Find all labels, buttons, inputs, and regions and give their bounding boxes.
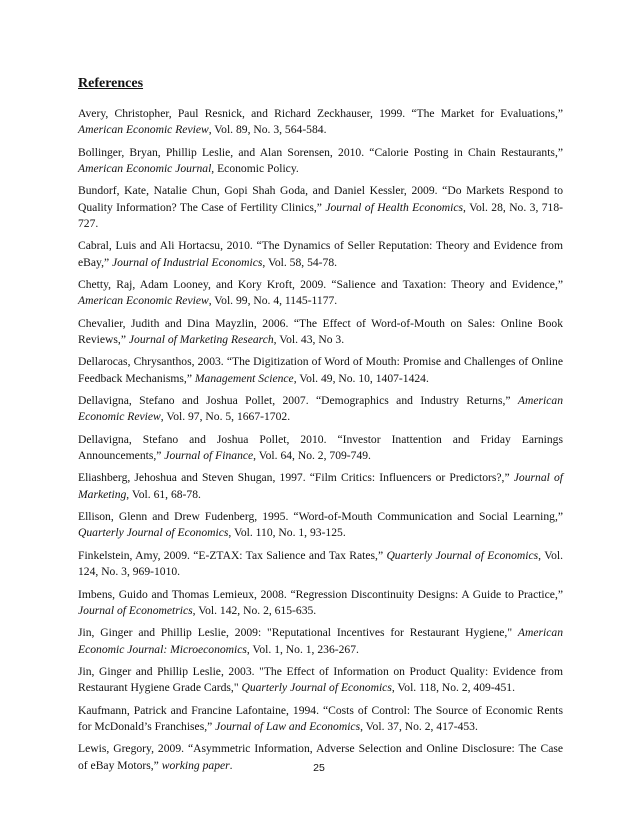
- reference-entry: Jin, Ginger and Phillip Leslie, 2003. "The Effect of Information on Product Quality: Evidence from Restaurant Hygiene Grade Cards," Quarterly Journal of Economics, Vol. 118, No. 2, 409-451.: [78, 664, 563, 695]
- reference-entry: Bollinger, Bryan, Phillip Leslie, and Alan Sorensen, 2010. “Calorie Posting in Chain Restaurants,” American Economic Journal, Economic Policy.: [78, 145, 563, 175]
- reference-entry: Bundorf, Kate, Natalie Chun, Gopi Shah Goda, and Daniel Kessler, 2009. “Do Markets Respond to Quality Information? The Case of Fertility Clinics,” Journal of Health Economics, Vol. 28, No. 3, 718-727.: [78, 184, 563, 230]
- reference-entry: Chetty, Raj, Adam Looney, and Kory Kroft, 2009. “Salience and Taxation: Theory and Evidence,” American Economic Review, Vol. 99, No. 4, 1145-1177.: [78, 278, 563, 308]
- reference-entry: Imbens, Guido and Thomas Lemieux, 2008. “Regression Discontinuity Designs: A Guide to Practice,” Journal of Econometrics, Vol. 142, No. 2, 615-635.: [78, 587, 563, 617]
- reference-entry: Chevalier, Judith and Dina Mayzlin, 2006. “The Effect of Word-of-Mouth on Sales: Online Book Reviews,” Journal of Marketing Research, Vol. 43, No 3.: [78, 316, 563, 347]
- reference-entry: Avery, Christopher, Paul Resnick, and Richard Zeckhauser, 1999. “The Market for Evaluations,” American Economic Review, Vol. 89, No. 3, 564-584.: [78, 107, 563, 137]
- page-number: 25: [313, 762, 325, 774]
- reference-entry: Jin, Ginger and Phillip Leslie, 2009: "Reputational Incentives for Restaurant Hygiene," American Economic Journal: Microeconomics, Vol. 1, No. 1, 236-267.: [78, 626, 563, 656]
- reference-entry: Kaufmann, Patrick and Francine Lafontaine, 1994. “Costs of Control: The Source of Economic Rents for McDonald’s Franchises,” Journal of Law and Economics, Vol. 37, No. 2, 417-453.: [78, 703, 563, 733]
- reference-entry: Dellavigna, Stefano and Joshua Pollet, 2010. “Investor Inattention and Friday Earnings Announcements,” Journal of Finance, Vol. 64, No. 2, 709-749.: [78, 432, 563, 463]
- reference-entry: Dellavigna, Stefano and Joshua Pollet, 2007. “Demographics and Industry Returns,” American Economic Review, Vol. 97, No. 5, 1667-1702.: [78, 394, 563, 424]
- reference-entry: Cabral, Luis and Ali Hortacsu, 2010. “The Dynamics of Seller Reputation: Theory and Evidence from eBay,” Journal of Industrial Economics, Vol. 58, 54-78.: [78, 239, 563, 269]
- reference-entry: Eliashberg, Jehoshua and Steven Shugan, 1997. “Film Critics: Influencers or Predictors?,” Journal of Marketing, Vol. 61, 68-78.: [78, 471, 564, 501]
- reference-entry: Finkelstein, Amy, 2009. “E-ZTAX: Tax Salience and Tax Rates,” Quarterly Journal of Economics, Vol. 124, No. 3, 969-1010.: [78, 548, 563, 579]
- reference-list: [78, 106, 563, 780]
- references-heading: References: [78, 76, 144, 91]
- reference-entry: Ellison, Glenn and Drew Fudenberg, 1995. “Word-of-Mouth Communication and Social Learning,” Quarterly Journal of Economics, Vol. 110, No. 1, 93-125.: [78, 510, 563, 540]
- reference-entry: Dellarocas, Chrysanthos, 2003. “The Digitization of Word of Mouth: Promise and Challenges of Online Feedback Mechanisms,” Management Science, Vol. 49, No. 10, 1407-1424.: [78, 355, 563, 385]
- reference-entry: Lewis, Gregory, 2009. “Asymmetric Information, Adverse Selection and Online Disclosure: The Case of eBay Motors,” working paper.: [78, 742, 563, 772]
